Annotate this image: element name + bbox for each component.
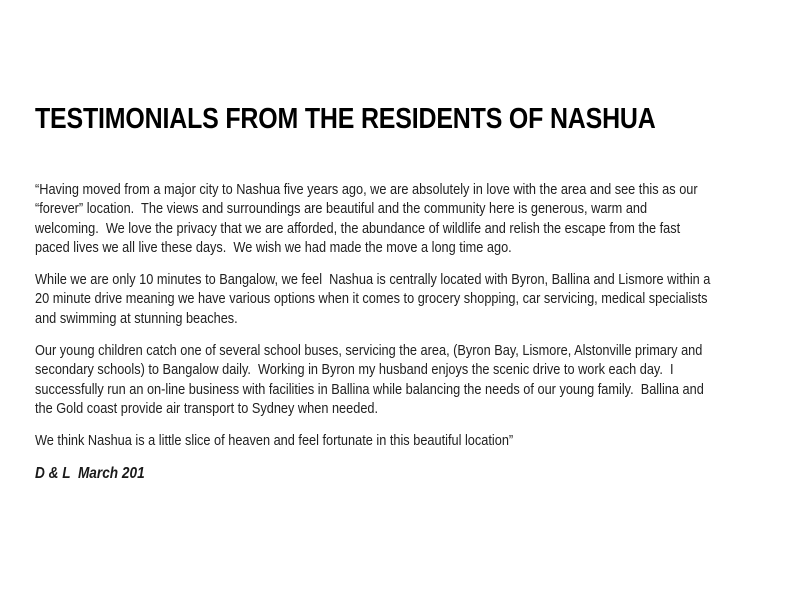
text-line: “forever” location. The views and surroundings are beautiful and the community here is generous, warm and	[35, 200, 648, 218]
testimonial-paragraph-2	[35, 270, 765, 328]
text-line: Our young children catch one of several school buses, servicing the area, (Byron Bay, Lismore, Alstonville primary and	[35, 342, 703, 360]
testimonial-paragraph-4	[35, 431, 765, 450]
page-title: TESTIMONIALS FROM THE RESIDENTS OF NASHUA	[35, 103, 656, 135]
text-line: the Gold coast provide air transport to Sydney when needed.	[35, 399, 379, 417]
text-line: paced lives we all live these days. We wish we had made the move a long time ago.	[35, 238, 512, 256]
signature: D & L March 201	[35, 464, 145, 482]
testimonial-body	[35, 180, 765, 483]
text-line: secondary schools) to Bangalow daily. Working in Byron my husband enjoys the scenic drive to work each day. I	[35, 361, 674, 379]
text-line: While we are only 10 minutes to Bangalow, we feel Nashua is centrally located with Byron, Ballina and Lismore within a	[35, 271, 711, 289]
text-line: “Having moved from a major city to Nashua five years ago, we are absolutely in love with the area and see this as our	[35, 181, 698, 198]
text-line: and swimming at stunning beaches.	[35, 309, 238, 327]
testimonial-paragraph-1	[35, 180, 765, 257]
text-line: 20 minute drive meaning we have various options when it comes to grocery shopping, car servicing, medical specialists	[35, 290, 708, 308]
text-line: welcoming. We love the privacy that we are afforded, the abundance of wildlife and relish the escape from the fast	[35, 219, 681, 237]
text-line: successfully run an on-line business with facilities in Ballina while balancing the needs of our young family. Ballina and	[35, 380, 704, 398]
text-line: We think Nashua is a little slice of heaven and feel fortunate in this beautiful location”	[35, 432, 514, 450]
testimonial-paragraph-3	[35, 341, 765, 418]
